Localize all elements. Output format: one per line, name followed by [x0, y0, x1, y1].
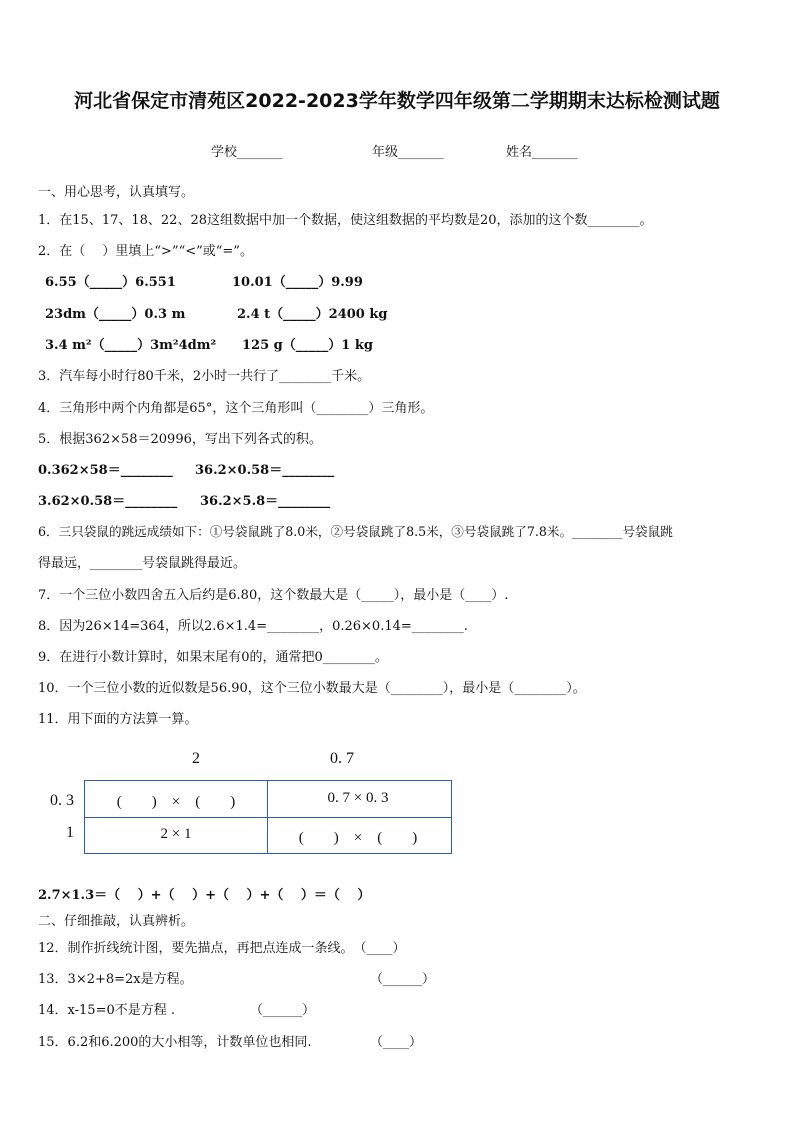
section-1-heading: 一、用心思考，认真填写。: [38, 185, 195, 200]
school-field: 学校_______: [211, 145, 283, 160]
grid-cell-1-1: ( ) × ( ): [116, 794, 236, 810]
question-2b: 10.01（_____）9.99: [232, 275, 363, 290]
question-5a: 0.362×58＝________: [38, 463, 173, 478]
question-8: 8．因为26×14=364，所以2.6×1.4=________，0.26×0.14=________.: [38, 619, 468, 634]
question-11-equation: 2.7×1.3＝（ ）+（ ）+（ ）+（ ）＝（ ）: [38, 888, 371, 903]
question-13-answer: （______）: [370, 972, 436, 987]
grade-field: 年级_______: [372, 145, 444, 160]
question-5b: 36.2×0.58＝________: [195, 463, 335, 478]
grid-cell-2-1: 2 × 1: [160, 826, 192, 842]
grid-top-left-label: 2: [192, 750, 200, 767]
question-6-line-1: 6．三只袋鼠的跳远成绩如下：①号袋鼠跳了8.0米，②号袋鼠跳了8.5米，③号袋鼠跳了7.8米。________号袋鼠跳: [38, 524, 673, 539]
grid-side-bottom-label: 1: [66, 824, 74, 841]
grid-divider-horizontal: [85, 817, 451, 818]
grid-cell-2-2: ( ) × ( ): [298, 830, 418, 846]
question-14-answer: （______）: [250, 1003, 316, 1018]
name-field: 姓名_______: [506, 145, 578, 160]
question-15: 15．6.2和6.200的大小相等，计数单位也相同.: [38, 1035, 312, 1050]
question-3: 3．汽车每小时行80千米，2小时一共行了________千米。: [38, 369, 371, 384]
question-14: 14．x-15=0不是方程 .: [38, 1003, 176, 1018]
question-4: 4．三角形中两个内角都是65°，这个三角形叫（________）三角形。: [38, 401, 434, 416]
question-2a: 6.55（_____）6.551: [45, 275, 176, 290]
section-2-heading: 二、仔细推敲，认真辨析。: [38, 914, 195, 929]
question-11: 11．用下面的方法算一算。: [38, 712, 198, 727]
question-10: 10．一个三位小数的近似数是56.90，这个三位小数最大是（________），最小是（________）。: [38, 681, 586, 696]
question-12: 12．制作折线统计图，要先描点，再把点连成一条线。 （____）: [38, 941, 406, 956]
page-title: 河北省保定市清苑区2022-2023学年数学四年级第二学期期末达标检测试题: [74, 90, 720, 112]
question-2e: 3.4 m²（_____）3m²4dm²: [45, 338, 217, 353]
grid-top-right-label: 0. 7: [330, 750, 354, 767]
question-9: 9．在进行小数计算时，如果末尾有0的，通常把0________。: [38, 650, 388, 665]
question-2d: 2.4 t（_____）2400 kg: [237, 307, 388, 322]
question-2f: 125 g（_____）1 kg: [242, 338, 373, 353]
question-7: 7．一个三位小数四舍五入后约是6.80，这个数最大是（_____），最小是（____）.: [38, 588, 509, 603]
question-5d: 36.2×5.8＝________: [200, 494, 331, 509]
grid-side-top-label: 0. 3: [50, 792, 74, 809]
question-6-line-2: 得最远，________号袋鼠跳得最近。: [38, 556, 247, 571]
question-2: 2．在（ ）里填上“>”“<”或“=”。: [38, 244, 253, 259]
question-13: 13．3×2+8=2x是方程。: [38, 972, 193, 987]
question-15-answer: （____）: [370, 1035, 423, 1050]
question-5: 5．根据362×58＝20996，写出下列各式的积。: [38, 432, 322, 447]
question-1: 1．在15、17、18、22、28这组数据中加一个数据，使这组数据的平均数是20，添加的这个数________。: [38, 213, 653, 228]
multiplication-area-grid: [84, 780, 452, 854]
grid-cell-1-2: 0. 7 × 0. 3: [327, 790, 389, 806]
question-2c: 23dm（_____）0.3 m: [45, 307, 186, 322]
question-5c: 3.62×0.58＝________: [38, 494, 178, 509]
